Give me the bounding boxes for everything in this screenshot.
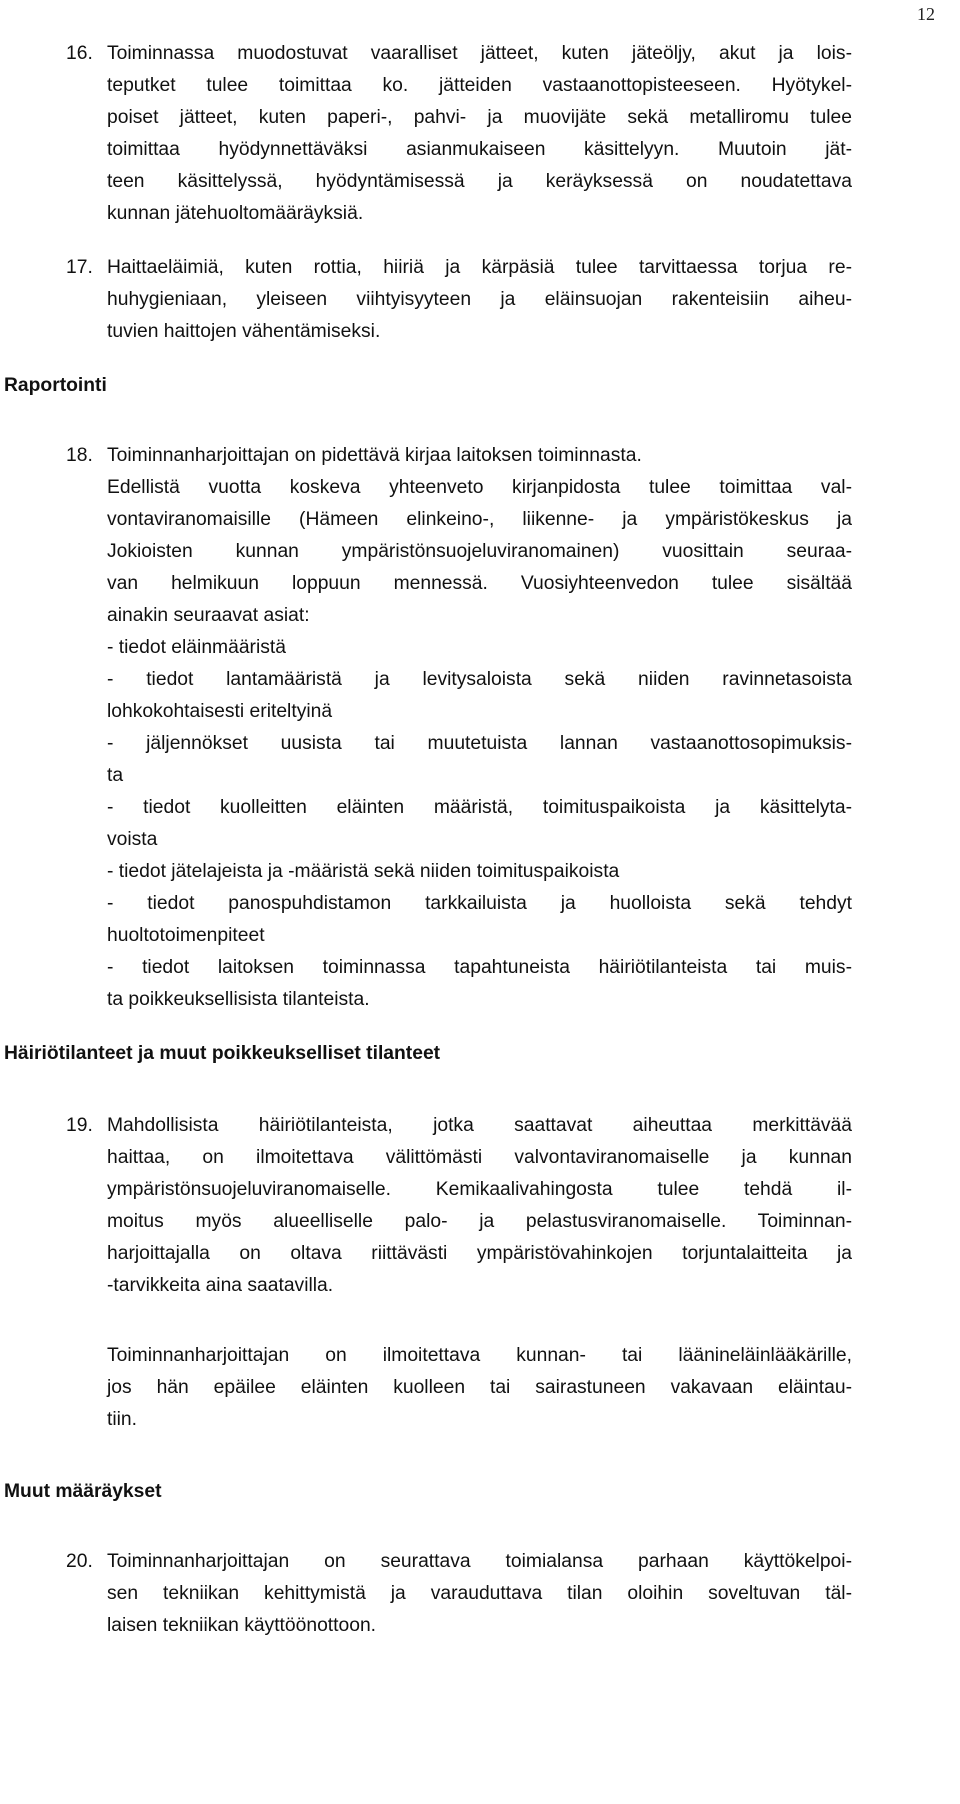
item-18-list-item: - jäljennökset uusista tai muutetuista lannan vastaanottosopimuksis- [107,733,852,754]
item-16-line: kunnan jätehuoltomääräyksiä. [107,203,364,224]
item-18-list-item: lohkokohtaisesti eriteltyinä [107,701,333,722]
item-17-line: tuvien haittojen vähentämiseksi. [107,321,381,342]
item-18-line: van helmikuun loppuun mennessä. Vuosiyhteenvedon tulee sisältää [107,573,852,594]
item-19-line: -tarvikkeita aina saatavilla. [107,1275,334,1296]
item-18-list-item: voista [107,829,158,850]
item-16-line: poiset jätteet, kuten paperi-, pahvi- ja muovijäte sekä metalliromu tulee [107,107,852,128]
item-16-line: teputket tulee toimittaa ko. jätteiden vastaanottopisteeseen. Hyötykel- [107,75,852,96]
item-18-number: 18. [66,445,93,466]
item-18-line: Jokioisten kunnan ympäristönsuojeluviranomainen) vuosittain seuraa- [107,541,852,562]
item-20-line: laisen tekniikan käyttöönottoon. [107,1615,377,1636]
item-16-line: toimittaa hyödynnettäväksi asianmukaiseen käsittelyyn. Muutoin jät- [107,139,852,160]
item-18-line: vontaviranomaisille (Hämeen elinkeino-, liikenne- ja ympäristökeskus ja [107,509,852,530]
item-18-line: Toiminnanharjoittajan on pidettävä kirjaa laitoksen toiminnasta. [107,445,642,466]
item-19-line: moitus myös alueelliselle palo- ja pelastusviranomaiselle. Toiminnan- [107,1211,852,1232]
item-18-list-item: - tiedot jätelajeista ja -määristä sekä niiden toimituspaikoista [107,861,620,882]
item-19-line: ympäristönsuojeluviranomaiselle. Kemikaalivahingosta tulee tehdä il- [107,1179,852,1200]
section-heading-hairiotilanteet: Häiriötilanteet ja muut poikkeukselliset tilanteet [4,1043,441,1064]
item-19-line: haittaa, on ilmoitettava välittömästi valvontaviranomaiselle ja kunnan [107,1147,852,1168]
item-18-list-item: - tiedot panospuhdistamon tarkkailuista ja huolloista sekä tehdyt [107,893,852,914]
item-16-number: 16. [66,43,93,64]
item-20-line: Toiminnanharjoittajan on seurattava toimialansa parhaan käyttökelpoi- [107,1551,852,1572]
item-16-line: teen käsittelyssä, hyödyntämisessä ja keräyksessä on noudatettava [107,171,852,192]
page-number: 12 [917,4,935,24]
item-16-line: Toiminnassa muodostuvat vaaralliset jätteet, kuten jäteöljy, akut ja lois- [107,43,852,64]
item-19-line: tiin. [107,1409,138,1430]
item-19-line: jos hän epäilee eläinten kuolleen tai sairastuneen vakavaan eläintau- [107,1377,852,1398]
item-20-line: sen tekniikan kehittymistä ja varauduttava tilan oloihin soveltuvan täl- [107,1583,852,1604]
item-20-number: 20. [66,1551,93,1572]
item-18-list-item: ta [107,765,124,786]
item-18-list-item: - tiedot kuolleitten eläinten määristä, toimituspaikoista ja käsittelyta- [107,797,852,818]
item-17-line: huhygieniaan, yleiseen viihtyisyyteen ja eläinsuojan rakenteisiin aiheu- [107,289,852,310]
section-heading-raportointi: Raportointi [4,375,107,396]
item-18-list-item: - tiedot eläinmääristä [107,637,286,658]
item-19-line: harjoittajalla on oltava riittävästi ympäristövahinkojen torjuntalaitteita ja [107,1243,852,1264]
item-17-line: Haittaeläimiä, kuten rottia, hiiriä ja kärpäsiä tulee tarvittaessa torjua re- [107,257,852,278]
item-18-list-item: huoltotoimenpiteet [107,925,265,946]
item-19-line: Mahdollisista häiriötilanteista, jotka saattavat aiheuttaa merkittävää [107,1115,852,1136]
item-19-line: Toiminnanharjoittajan on ilmoitettava kunnan- tai läänineläinlääkärille, [107,1345,852,1366]
section-heading-muut-maaraykset: Muut määräykset [4,1481,162,1502]
item-18-list-item: ta poikkeuksellisista tilanteista. [107,989,370,1010]
item-18-list-item: - tiedot lantamääristä ja levitysaloista sekä niiden ravinnetasoista [107,669,852,690]
item-18-line: Edellistä vuotta koskeva yhteenveto kirjanpidosta tulee toimittaa val- [107,477,852,498]
item-18-list-item: - tiedot laitoksen toiminnassa tapahtuneista häiriötilanteista tai muis- [107,957,852,978]
item-17-number: 17. [66,257,93,278]
item-19-number: 19. [66,1115,93,1136]
item-18-line: ainakin seuraavat asiat: [107,605,310,626]
